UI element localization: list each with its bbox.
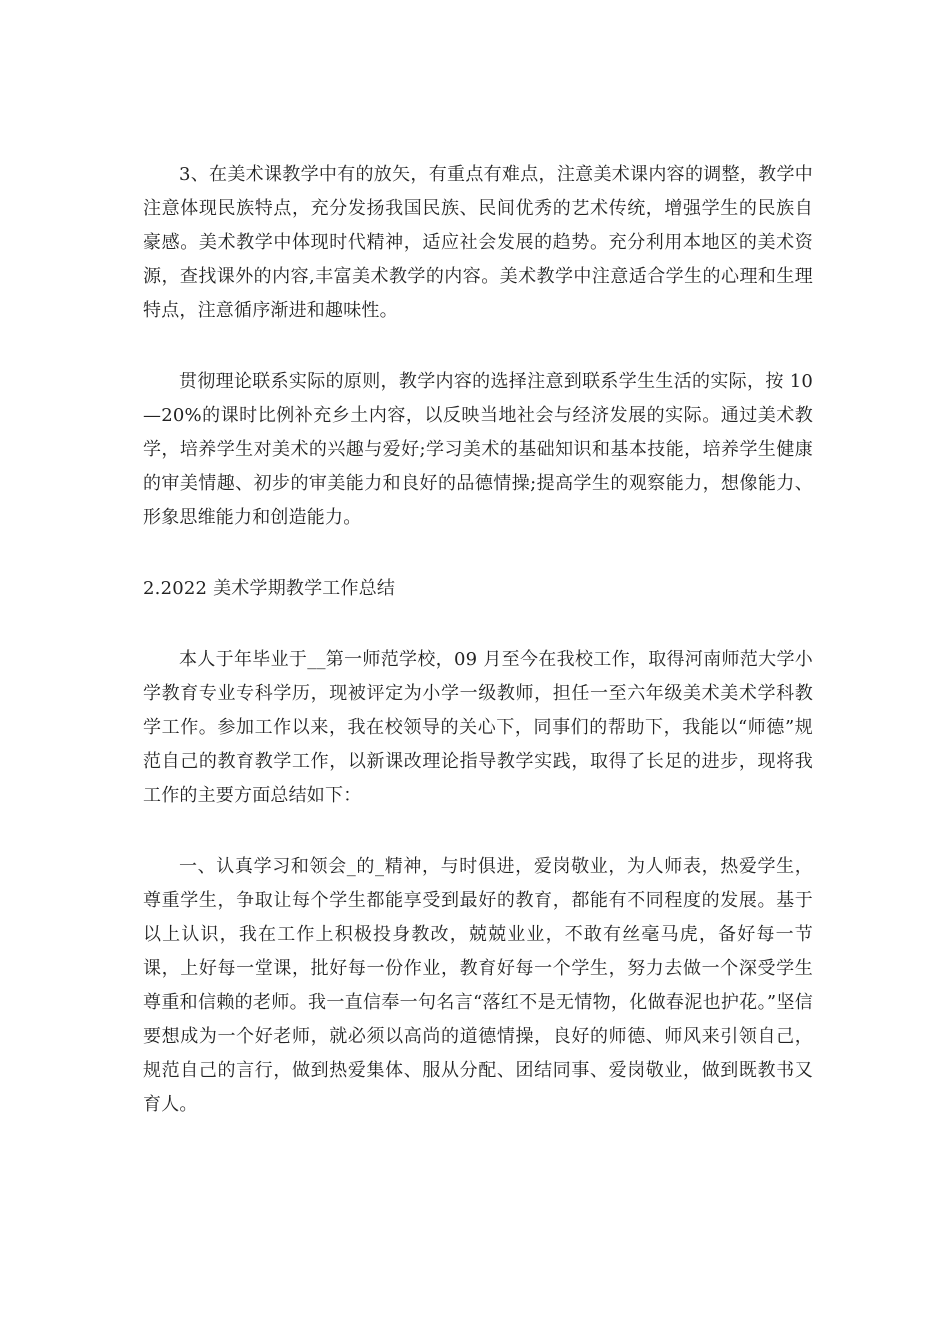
- section-heading: 2.2022 美术学期教学工作总结: [143, 578, 396, 599]
- document-body: [143, 158, 813, 1159]
- paragraph-theory-practice: 贯彻理论联系实际的原则，教学内容的选择注意到联系学生生活的实际，按 10—20%的课时比例补充乡土内容，以反映当地社会与经济发展的实际。通过美术教学，培养学生对美术的兴趣与爱好;学习美术的基础知识和基本技能，培养学生健康的审美情趣、初步的审美能力和良好的品德情操;提高学生的观察能力，想像能力、形象思维能力和创造能力。: [143, 371, 813, 528]
- paragraph-art-teaching-focus: 3、在美术课教学中有的放矢，有重点有难点，注意美术课内容的调整，教学中注意体现民族特点，充分发扬我国民族、民间优秀的艺术传统，增强学生的民族自豪感。美术教学中体现时代精神，适应社会发展的趋势。充分利用本地区的美术资源，查找课外的内容,丰富美术教学的内容。美术教学中注意适合学生的心理和生理特点，注意循序渐进和趣味性。: [143, 164, 813, 321]
- paragraph-ethics-dedication: 一、认真学习和领会_的_精神，与时俱进，爱岗敬业，为人师表，热爱学生，尊重学生，争取让每个学生都能享受到最好的教育，都能有不同程度的发展。基于以上认识，我在工作上积极投身教改，兢兢业业，不敢有丝毫马虎，备好每一节课，上好每一堂课，批好每一份作业，教育好每一个学生，努力去做一个深受学生尊重和信赖的老师。我一直信奉一句名言“落红不是无情物，化做春泥也护花。”坚信要想成为一个好老师，就必须以高尚的道德情操，良好的师德、师风来引领自己，规范自己的言行，做到热爱集体、服从分配、团结同事、爱岗敬业，做到既教书又育人。: [143, 856, 813, 1115]
- paragraph-self-introduction: 本人于年毕业于__第一师范学校，09 月至今在我校工作，取得河南师范大学小学教育专业专科学历，现被评定为小学一级教师，担任一至六年级美术美术学科教学工作。参加工作以来，我在校领导的关心下，同事们的帮助下，我能以“师德”规范自己的教育教学工作，以新课改理论指导教学实践，取得了长足的进步，现将我工作的主要方面总结如下：: [143, 649, 813, 806]
